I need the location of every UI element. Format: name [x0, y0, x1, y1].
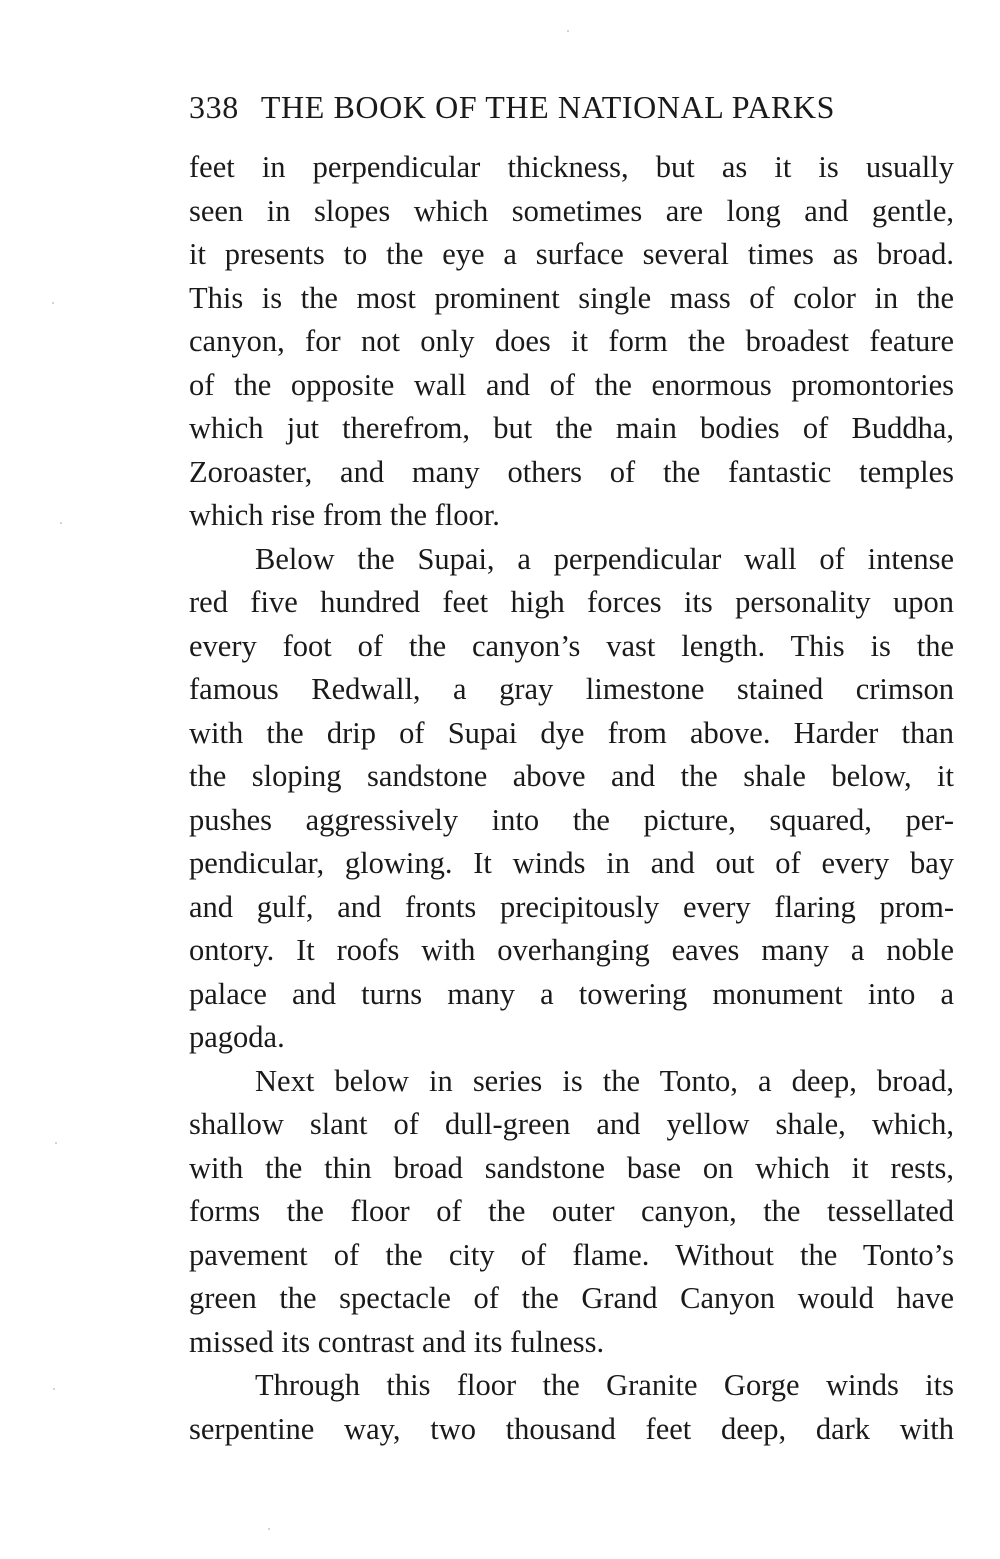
- text-line: which jut therefrom, but the main bodies of Buddha,: [189, 411, 954, 445]
- paragraph: [189, 146, 954, 538]
- running-header: [189, 84, 929, 130]
- text-line: ontory. It roofs with overhanging eaves many a noble: [189, 933, 954, 967]
- text-line: canyon, for not only does it form the broadest feature: [189, 324, 954, 358]
- text-line: it presents to the eye a surface several times as broad.: [189, 237, 954, 271]
- text-line: pagoda.: [189, 1020, 285, 1054]
- paper-speck: [268, 1528, 270, 1530]
- text-line: seen in slopes which sometimes are long and gentle,: [189, 193, 954, 228]
- text-line: with the thin broad sandstone base on which it rests,: [189, 1150, 954, 1185]
- text-line: pavement of the city of flame. Without the Tonto’s: [189, 1237, 954, 1272]
- paper-speck: [52, 302, 54, 304]
- body-text: [189, 146, 954, 1451]
- text-line: Below the Supai, a perpendicular wall of intense: [255, 541, 954, 576]
- page-number: 338: [189, 89, 239, 125]
- text-line: feet in perpendicular thickness, but as it is usually: [189, 150, 954, 184]
- text-line: with the drip of Supai dye from above. Harder than: [189, 715, 954, 750]
- paper-speck: [53, 1388, 55, 1390]
- paper-speck: [60, 522, 62, 524]
- text-line: missed its contrast and its fulness.: [189, 1324, 605, 1359]
- paragraph: [189, 1364, 954, 1451]
- text-line: forms the floor of the outer canyon, the tessellated: [189, 1194, 954, 1228]
- text-line: palace and turns many a towering monument into a: [189, 976, 954, 1011]
- text-line: Zoroaster, and many others of the fantastic temples: [189, 454, 954, 489]
- text-line: Through this floor the Granite Gorge winds its: [255, 1368, 954, 1402]
- running-title: THE BOOK OF THE NATIONAL PARKS: [260, 89, 836, 125]
- text-line: serpentine way, two thousand feet deep, dark with: [189, 1411, 954, 1446]
- text-line: every foot of the canyon’s vast length. This is the: [189, 628, 954, 663]
- text-line: shallow slant of dull-green and yellow shale, which,: [189, 1107, 954, 1141]
- paragraph: [189, 538, 954, 1060]
- text-line: pushes aggressively into the picture, squared, per-: [189, 802, 954, 837]
- text-line: which rise from the floor.: [189, 498, 500, 532]
- text-line: This is the most prominent single mass of color in the: [189, 280, 954, 315]
- text-line: and gulf, and fronts precipitously every flaring prom-: [189, 889, 954, 924]
- text-line: the sloping sandstone above and the shale below, it: [189, 759, 954, 793]
- text-line: Next below in series is the Tonto, a deep, broad,: [255, 1063, 954, 1098]
- paragraph: [189, 1060, 954, 1365]
- paper-speck: [55, 1142, 57, 1144]
- text-line: pendicular, glowing. It winds in and out of every bay: [189, 846, 954, 880]
- text-line: red five hundred feet high forces its personality upon: [189, 585, 954, 619]
- text-line: famous Redwall, a gray limestone stained crimson: [189, 672, 954, 706]
- text-line: of the opposite wall and of the enormous promontories: [189, 367, 954, 402]
- text-line: green the spectacle of the Grand Canyon would have: [189, 1281, 954, 1315]
- paper-speck: [567, 30, 569, 32]
